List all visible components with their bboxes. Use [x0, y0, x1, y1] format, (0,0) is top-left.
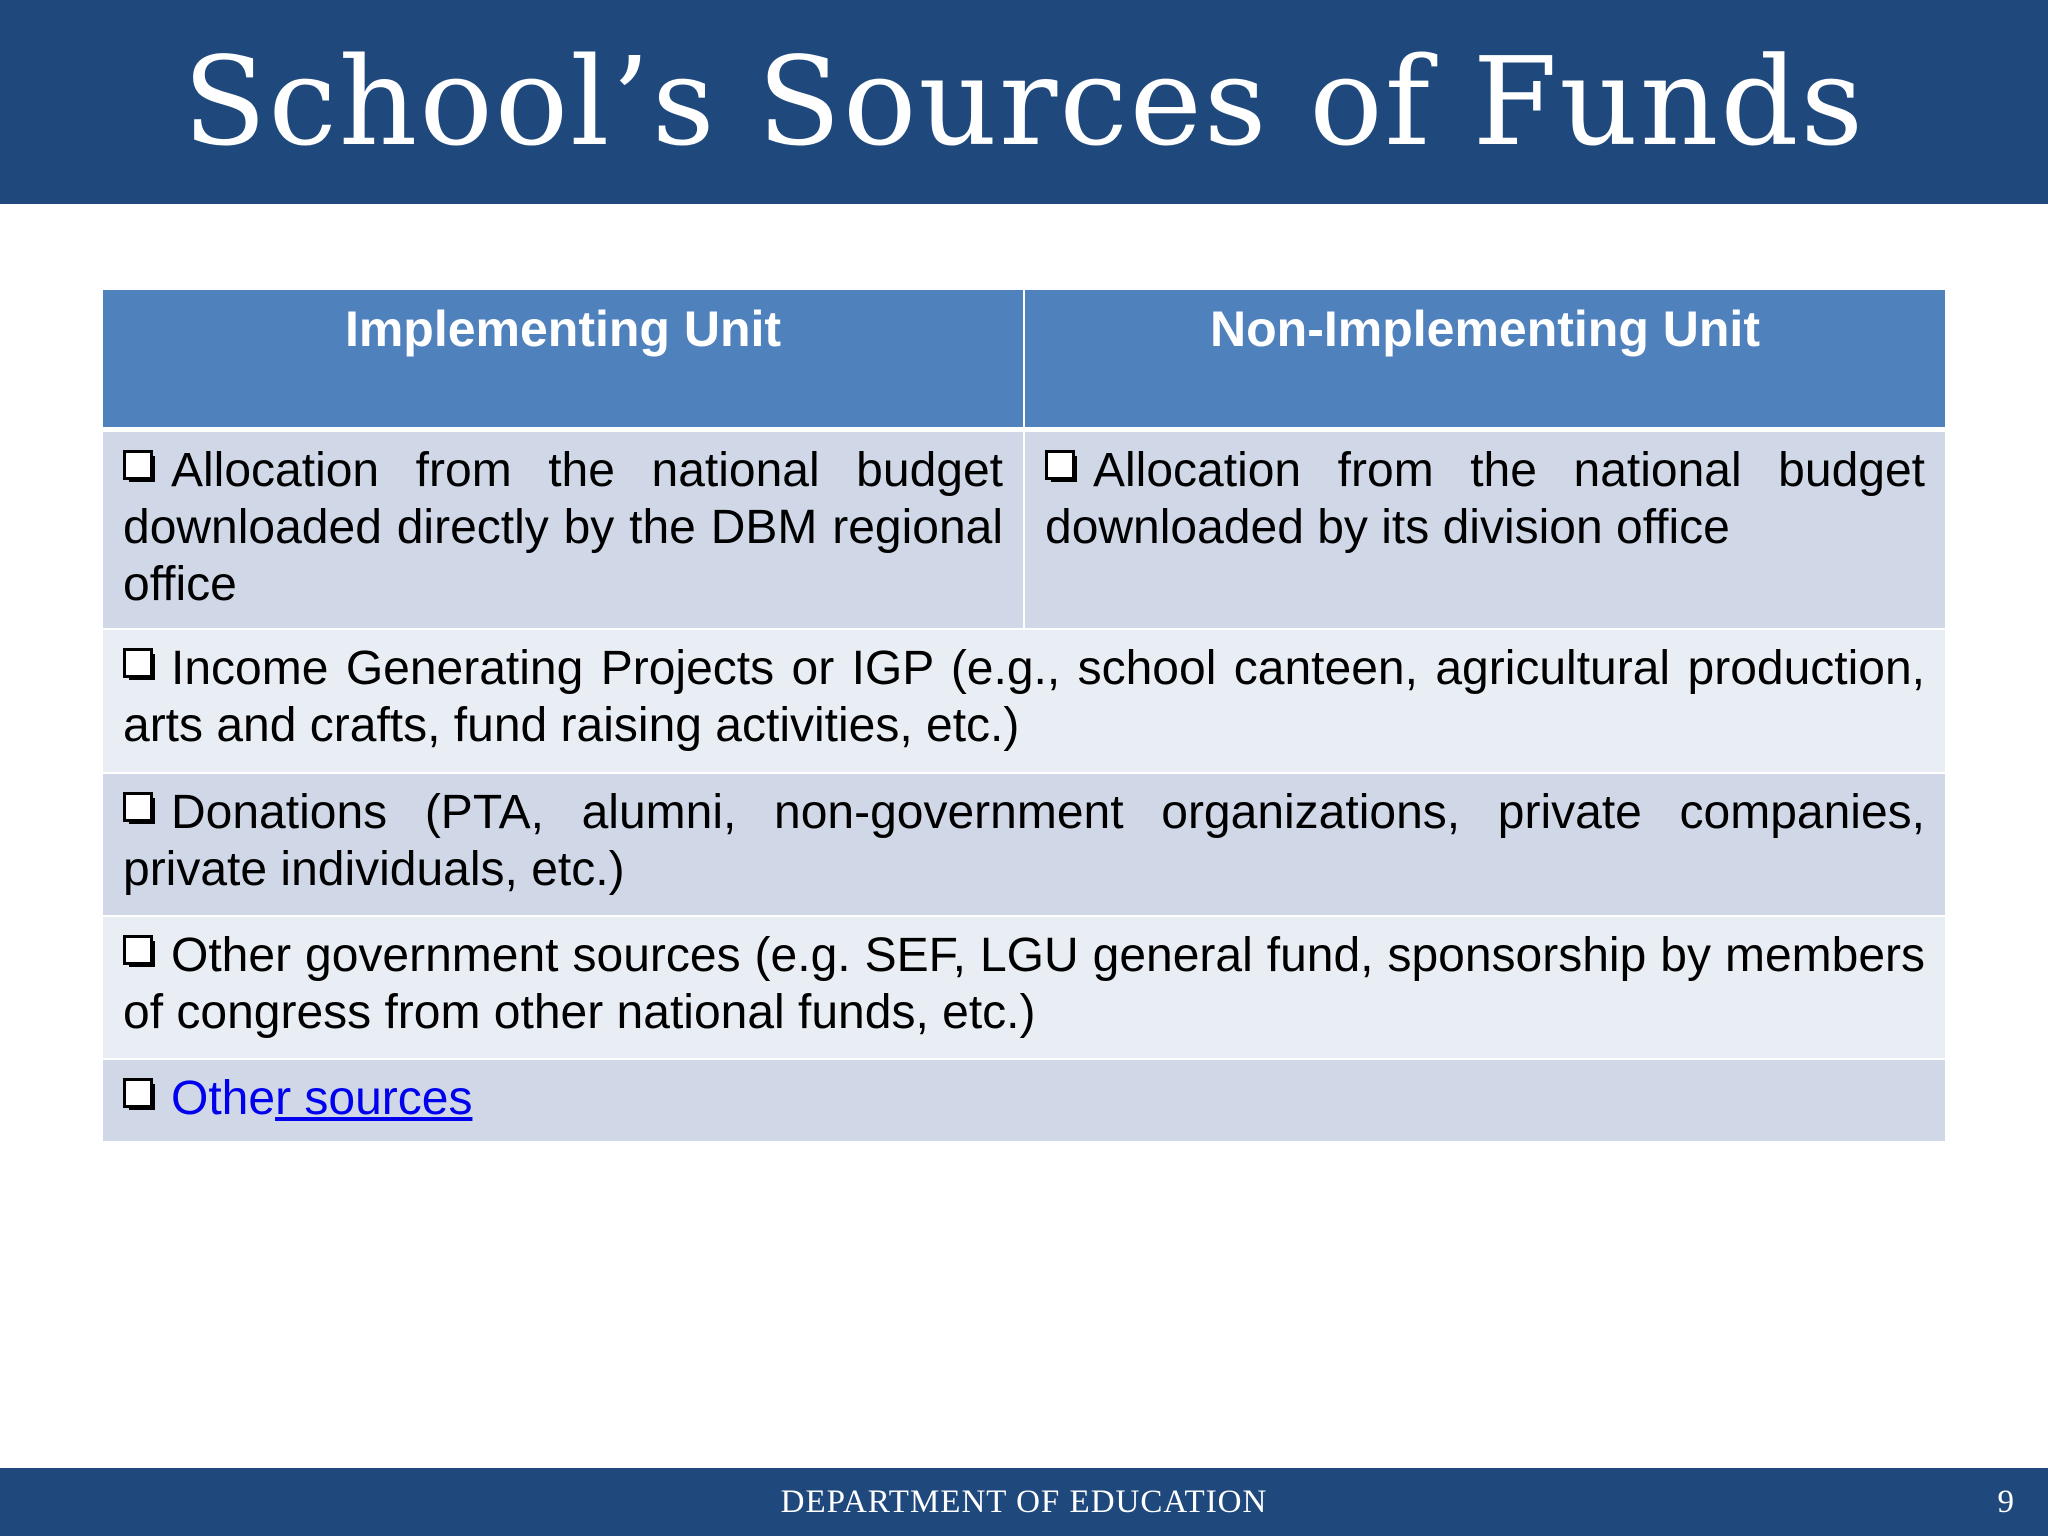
- header-non-implementing-unit: Non-Implementing Unit: [1024, 290, 1945, 429]
- other-sources-link[interactable]: [171, 1072, 472, 1125]
- table-row: [103, 629, 1945, 773]
- header-implementing-unit: Implementing Unit: [103, 290, 1024, 429]
- table-row: [103, 429, 1945, 629]
- checkbox-bullet-icon: [123, 935, 157, 969]
- other-sources-link-underlined[interactable]: r sources: [275, 1072, 473, 1125]
- table-row: [103, 773, 1945, 916]
- checkbox-bullet-icon: [1045, 450, 1079, 484]
- page-number: 9: [1997, 1484, 2014, 1520]
- other-sources-link-plain[interactable]: Othe: [171, 1072, 276, 1125]
- table-row: [103, 1059, 1945, 1141]
- other-government-cell: [103, 916, 1945, 1059]
- igp-text: Income Generating Projects or IGP (e.g., school canteen, agricultural production, arts and crafts, fund raising activities, etc.): [123, 642, 1925, 752]
- slide-title: School’s Sources of Funds: [182, 31, 1866, 173]
- footer-department: DEPARTMENT OF EDUCATION: [780, 1484, 1268, 1520]
- implementing-allocation-text: Allocation from the national budget downloaded directly by the DBM regional office: [123, 443, 1003, 611]
- table-row: [103, 916, 1945, 1059]
- non-implementing-allocation-text: Allocation from the national budget downloaded by its division office: [1045, 443, 1925, 554]
- checkbox-bullet-icon: [123, 792, 157, 826]
- implementing-allocation-cell: [103, 429, 1024, 629]
- igp-cell: [103, 629, 1945, 773]
- other-sources-cell: [103, 1059, 1945, 1141]
- checkbox-bullet-icon: [123, 450, 157, 484]
- other-government-text: Other government sources (e.g. SEF, LGU general fund, sponsorship by members of congress from other national funds, etc.): [123, 929, 1925, 1039]
- donations-cell: [103, 773, 1945, 916]
- funds-table: [103, 290, 1945, 1141]
- checkbox-bullet-icon: [123, 648, 157, 682]
- non-implementing-allocation-cell: [1024, 429, 1945, 629]
- donations-text: Donations (PTA, alumni, non-government organizations, private companies, private individuals, etc.): [123, 786, 1925, 896]
- checkbox-bullet-icon: [123, 1078, 157, 1112]
- table-header-row: [103, 290, 1945, 429]
